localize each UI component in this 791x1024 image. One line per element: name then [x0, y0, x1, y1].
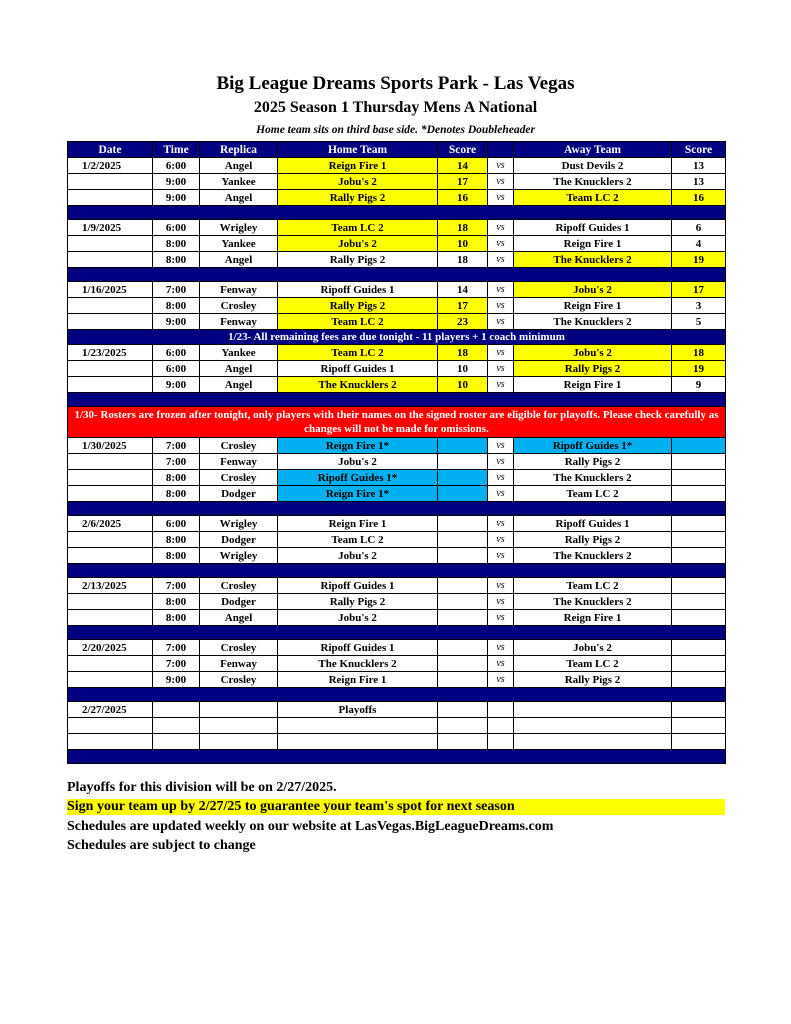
col-vs	[488, 142, 514, 158]
game-row	[68, 672, 726, 688]
vs-label: vs	[488, 190, 514, 206]
vs-label: vs	[488, 486, 514, 502]
away-score: 17	[672, 282, 726, 298]
home-team: Ripoff Guides 1	[278, 578, 438, 594]
away-score: 9	[672, 377, 726, 393]
field-replica: Crosley	[200, 438, 278, 454]
field-replica: Wrigley	[200, 220, 278, 236]
vs-label	[488, 702, 514, 718]
field-replica: Wrigley	[200, 548, 278, 564]
away-team: The Knucklers 2	[514, 470, 672, 486]
vs-label: vs	[488, 252, 514, 268]
away-score: 16	[672, 190, 726, 206]
home-score	[438, 532, 488, 548]
game-date: 1/9/2025	[68, 220, 153, 236]
game-date	[68, 454, 153, 470]
home-score: 16	[438, 190, 488, 206]
vs-label: vs	[488, 656, 514, 672]
game-time: 7:00	[153, 578, 200, 594]
separator-cell	[68, 750, 726, 764]
away-score	[672, 548, 726, 564]
game-date	[68, 548, 153, 564]
away-score: 3	[672, 298, 726, 314]
field-replica: Angel	[200, 377, 278, 393]
home-score	[438, 548, 488, 564]
home-score	[438, 702, 488, 718]
season-subtitle: 2025 Season 1 Thursday Mens A National	[253, 99, 538, 116]
away-score	[672, 486, 726, 502]
game-date	[68, 314, 153, 330]
away-team: The Knucklers 2	[514, 252, 672, 268]
home-team: Playoffs	[278, 702, 438, 718]
away-score	[672, 718, 726, 734]
vs-label: vs	[488, 610, 514, 626]
home-score	[438, 656, 488, 672]
signup-banner: Sign your team up by 2/27/25 to guarantee your team's spot for next season	[67, 799, 725, 815]
away-score	[672, 702, 726, 718]
field-replica	[200, 734, 278, 750]
home-team: Reign Fire 1*	[278, 486, 438, 502]
schedule-body	[68, 158, 726, 764]
game-date	[68, 610, 153, 626]
away-score	[672, 438, 726, 454]
game-row	[68, 345, 726, 361]
separator-cell	[68, 268, 726, 282]
away-score	[672, 578, 726, 594]
away-team: Reign Fire 1	[514, 610, 672, 626]
game-time: 9:00	[153, 377, 200, 393]
game-time: 9:00	[153, 174, 200, 190]
col-replica: Replica	[200, 142, 278, 158]
game-time: 9:00	[153, 314, 200, 330]
home-score: 14	[438, 158, 488, 174]
home-score: 10	[438, 377, 488, 393]
col-home-team: Home Team	[278, 142, 438, 158]
game-row	[68, 220, 726, 236]
game-row	[68, 190, 726, 206]
away-score: 5	[672, 314, 726, 330]
home-team: Ripoff Guides 1*	[278, 470, 438, 486]
home-team: The Knucklers 2	[278, 377, 438, 393]
page-title: Big League Dreams Sports Park - Las Vegas	[216, 73, 575, 94]
home-team: Team LC 2	[278, 345, 438, 361]
away-team: Team LC 2	[514, 578, 672, 594]
vs-label: vs	[488, 314, 514, 330]
game-row	[68, 718, 726, 734]
field-replica: Angel	[200, 252, 278, 268]
game-date: 2/27/2025	[68, 702, 153, 718]
separator-cell	[68, 206, 726, 220]
field-replica: Fenway	[200, 314, 278, 330]
vs-label: vs	[488, 377, 514, 393]
field-replica: Angel	[200, 361, 278, 377]
game-date	[68, 236, 153, 252]
away-score	[672, 672, 726, 688]
game-time	[153, 718, 200, 734]
game-date: 2/20/2025	[68, 640, 153, 656]
game-row	[68, 438, 726, 454]
home-score	[438, 438, 488, 454]
game-time: 7:00	[153, 454, 200, 470]
field-replica: Fenway	[200, 282, 278, 298]
game-date: 2/13/2025	[68, 578, 153, 594]
game-date: 1/16/2025	[68, 282, 153, 298]
home-team: Rally Pigs 2	[278, 298, 438, 314]
home-score: 17	[438, 298, 488, 314]
away-team: Jobu's 2	[514, 345, 672, 361]
separator-row	[68, 626, 726, 640]
col-away-team: Away Team	[514, 142, 672, 158]
game-time: 6:00	[153, 220, 200, 236]
away-team: Rally Pigs 2	[514, 672, 672, 688]
game-date	[68, 594, 153, 610]
home-score	[438, 672, 488, 688]
away-score: 18	[672, 345, 726, 361]
game-row	[68, 158, 726, 174]
game-date: 1/23/2025	[68, 345, 153, 361]
home-score: 18	[438, 220, 488, 236]
away-score	[672, 610, 726, 626]
game-row	[68, 486, 726, 502]
home-team: Ripoff Guides 1	[278, 361, 438, 377]
separator-cell	[68, 564, 726, 578]
game-time	[153, 702, 200, 718]
vs-label: vs	[488, 594, 514, 610]
home-team: Reign Fire 1*	[278, 438, 438, 454]
away-score: 19	[672, 361, 726, 377]
away-team: Reign Fire 1	[514, 377, 672, 393]
home-team: Team LC 2	[278, 314, 438, 330]
vs-label: vs	[488, 282, 514, 298]
away-score: 13	[672, 158, 726, 174]
field-replica: Angel	[200, 158, 278, 174]
away-score	[672, 640, 726, 656]
game-time: 7:00	[153, 656, 200, 672]
home-score	[438, 516, 488, 532]
col-home-score: Score	[438, 142, 488, 158]
away-score: 4	[672, 236, 726, 252]
home-team-note: Home team sits on third base side. *Denotes Doubleheader	[256, 124, 535, 136]
away-team: Team LC 2	[514, 656, 672, 672]
away-team: Dust Devils 2	[514, 158, 672, 174]
game-date	[68, 190, 153, 206]
away-team: Jobu's 2	[514, 282, 672, 298]
home-team: Rally Pigs 2	[278, 252, 438, 268]
game-row	[68, 174, 726, 190]
away-team: Reign Fire 1	[514, 298, 672, 314]
home-team: Team LC 2	[278, 532, 438, 548]
separator-row	[68, 688, 726, 702]
vs-label: vs	[488, 578, 514, 594]
away-score	[672, 516, 726, 532]
field-replica: Yankee	[200, 236, 278, 252]
vs-label: vs	[488, 532, 514, 548]
separator-row	[68, 206, 726, 220]
game-time: 8:00	[153, 594, 200, 610]
game-date: 1/30/2025	[68, 438, 153, 454]
field-replica: Crosley	[200, 640, 278, 656]
field-replica: Yankee	[200, 174, 278, 190]
field-replica: Dodger	[200, 486, 278, 502]
field-replica: Wrigley	[200, 516, 278, 532]
away-team	[514, 718, 672, 734]
away-team: Ripoff Guides 1	[514, 220, 672, 236]
home-score: 10	[438, 361, 488, 377]
game-date	[68, 656, 153, 672]
game-row	[68, 702, 726, 718]
game-time: 8:00	[153, 610, 200, 626]
game-time: 8:00	[153, 470, 200, 486]
game-date: 2/6/2025	[68, 516, 153, 532]
game-row	[68, 454, 726, 470]
field-replica	[200, 702, 278, 718]
game-time: 8:00	[153, 486, 200, 502]
vs-label: vs	[488, 454, 514, 470]
schedule-table	[67, 141, 726, 764]
game-time: 8:00	[153, 548, 200, 564]
separator-cell	[68, 626, 726, 640]
game-date	[68, 532, 153, 548]
game-row	[68, 532, 726, 548]
game-time: 7:00	[153, 438, 200, 454]
playoffs-note: Playoffs for this division will be on 2/27/2025.	[67, 780, 337, 795]
game-row	[68, 252, 726, 268]
home-score: 10	[438, 236, 488, 252]
separator-cell	[68, 688, 726, 702]
game-time: 9:00	[153, 190, 200, 206]
col-date: Date	[68, 142, 153, 158]
game-date	[68, 486, 153, 502]
separator-cell	[68, 502, 726, 516]
home-team	[278, 734, 438, 750]
away-team: Reign Fire 1	[514, 236, 672, 252]
game-time: 7:00	[153, 282, 200, 298]
separator-row	[68, 268, 726, 282]
home-team: Rally Pigs 2	[278, 594, 438, 610]
game-date	[68, 672, 153, 688]
away-team: Jobu's 2	[514, 640, 672, 656]
home-score: 18	[438, 252, 488, 268]
game-row	[68, 578, 726, 594]
game-time	[153, 734, 200, 750]
game-row	[68, 548, 726, 564]
home-score	[438, 486, 488, 502]
home-team: Jobu's 2	[278, 548, 438, 564]
game-date	[68, 298, 153, 314]
away-team	[514, 734, 672, 750]
game-time: 6:00	[153, 158, 200, 174]
home-team: Team LC 2	[278, 220, 438, 236]
roster-alert: 1/30- Rosters are frozen after tonight, only players with their names on the signed roster are eligible for playoffs. Please check carefully as changes will not be made for omissions.	[68, 407, 726, 438]
away-team: Ripoff Guides 1*	[514, 438, 672, 454]
away-score: 13	[672, 174, 726, 190]
home-team: Jobu's 2	[278, 236, 438, 252]
home-team: Ripoff Guides 1	[278, 640, 438, 656]
game-time: 6:00	[153, 345, 200, 361]
game-time: 8:00	[153, 236, 200, 252]
away-team: The Knucklers 2	[514, 174, 672, 190]
roster-alert-row	[68, 407, 726, 438]
home-score	[438, 454, 488, 470]
game-time: 6:00	[153, 516, 200, 532]
game-row	[68, 734, 726, 750]
vs-label: vs	[488, 174, 514, 190]
home-team: The Knucklers 2	[278, 656, 438, 672]
game-time: 6:00	[153, 361, 200, 377]
home-team: Rally Pigs 2	[278, 190, 438, 206]
field-replica: Crosley	[200, 672, 278, 688]
home-team: Jobu's 2	[278, 454, 438, 470]
away-score: 19	[672, 252, 726, 268]
home-team: Jobu's 2	[278, 610, 438, 626]
game-row	[68, 298, 726, 314]
field-replica: Fenway	[200, 656, 278, 672]
away-team: Rally Pigs 2	[514, 361, 672, 377]
game-row	[68, 282, 726, 298]
away-team: The Knucklers 2	[514, 314, 672, 330]
field-replica: Yankee	[200, 345, 278, 361]
vs-label: vs	[488, 640, 514, 656]
field-replica: Crosley	[200, 578, 278, 594]
home-score	[438, 610, 488, 626]
away-score: 6	[672, 220, 726, 236]
fees-notice-row	[68, 330, 726, 345]
away-team: Team LC 2	[514, 486, 672, 502]
field-replica: Angel	[200, 190, 278, 206]
away-team: Rally Pigs 2	[514, 454, 672, 470]
fees-notice: 1/23- All remaining fees are due tonight - 11 players + 1 coach minimum	[68, 330, 726, 345]
home-score	[438, 734, 488, 750]
home-team: Ripoff Guides 1	[278, 282, 438, 298]
home-team	[278, 718, 438, 734]
field-replica	[200, 718, 278, 734]
website-note: Schedules are updated weekly on our website at LasVegas.BigLeagueDreams.com	[67, 819, 554, 834]
vs-label: vs	[488, 516, 514, 532]
away-team: Team LC 2	[514, 190, 672, 206]
home-team: Reign Fire 1	[278, 672, 438, 688]
home-score	[438, 470, 488, 486]
game-row	[68, 656, 726, 672]
vs-label	[488, 718, 514, 734]
separator-row	[68, 393, 726, 407]
away-score	[672, 734, 726, 750]
game-date	[68, 361, 153, 377]
vs-label	[488, 734, 514, 750]
field-replica: Fenway	[200, 454, 278, 470]
home-score	[438, 578, 488, 594]
game-row	[68, 516, 726, 532]
away-score	[672, 594, 726, 610]
game-date	[68, 377, 153, 393]
vs-label: vs	[488, 361, 514, 377]
field-replica: Crosley	[200, 470, 278, 486]
away-team: Ripoff Guides 1	[514, 516, 672, 532]
header-row	[68, 142, 726, 158]
game-date: 1/2/2025	[68, 158, 153, 174]
game-time: 8:00	[153, 532, 200, 548]
vs-label: vs	[488, 438, 514, 454]
home-score	[438, 718, 488, 734]
away-score	[672, 454, 726, 470]
away-score	[672, 656, 726, 672]
vs-label: vs	[488, 236, 514, 252]
home-score: 18	[438, 345, 488, 361]
game-time: 7:00	[153, 640, 200, 656]
col-time: Time	[153, 142, 200, 158]
vs-label: vs	[488, 470, 514, 486]
home-team: Reign Fire 1	[278, 158, 438, 174]
game-row	[68, 640, 726, 656]
vs-label: vs	[488, 298, 514, 314]
away-score	[672, 532, 726, 548]
away-team: The Knucklers 2	[514, 594, 672, 610]
home-score: 14	[438, 282, 488, 298]
game-row	[68, 361, 726, 377]
game-time: 8:00	[153, 298, 200, 314]
game-time: 9:00	[153, 672, 200, 688]
game-date	[68, 174, 153, 190]
away-score	[672, 470, 726, 486]
game-row	[68, 314, 726, 330]
game-row	[68, 594, 726, 610]
home-score: 17	[438, 174, 488, 190]
home-score	[438, 640, 488, 656]
col-away-score: Score	[672, 142, 726, 158]
vs-label: vs	[488, 220, 514, 236]
game-date	[68, 470, 153, 486]
field-replica: Crosley	[200, 298, 278, 314]
away-team	[514, 702, 672, 718]
vs-label: vs	[488, 158, 514, 174]
game-row	[68, 377, 726, 393]
home-score	[438, 594, 488, 610]
vs-label: vs	[488, 345, 514, 361]
away-team: The Knucklers 2	[514, 548, 672, 564]
vs-label: vs	[488, 548, 514, 564]
field-replica: Dodger	[200, 594, 278, 610]
separator-cell	[68, 393, 726, 407]
game-date	[68, 718, 153, 734]
game-row	[68, 236, 726, 252]
home-team: Reign Fire 1	[278, 516, 438, 532]
home-team: Jobu's 2	[278, 174, 438, 190]
separator-row	[68, 502, 726, 516]
game-row	[68, 470, 726, 486]
game-row	[68, 610, 726, 626]
separator-row	[68, 564, 726, 578]
separator-row	[68, 750, 726, 764]
field-replica: Dodger	[200, 532, 278, 548]
game-date	[68, 734, 153, 750]
vs-label: vs	[488, 672, 514, 688]
change-note: Schedules are subject to change	[67, 838, 256, 853]
away-team: Rally Pigs 2	[514, 532, 672, 548]
home-score: 23	[438, 314, 488, 330]
game-time: 8:00	[153, 252, 200, 268]
field-replica: Angel	[200, 610, 278, 626]
game-date	[68, 252, 153, 268]
